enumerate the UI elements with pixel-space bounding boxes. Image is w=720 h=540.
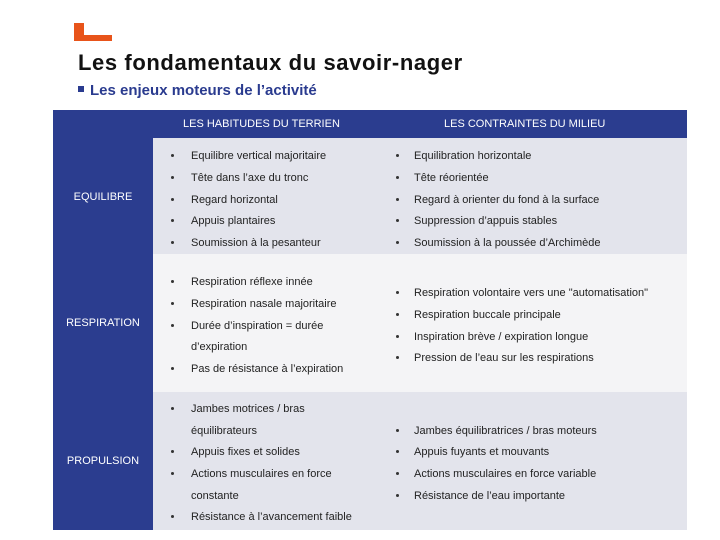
row-label-propulsion: PROPULSION [66,455,140,467]
list-item: Soumission à la pesanteur [191,237,321,249]
slide-title: Les fondamentaux du savoir-nager [78,50,463,75]
bullet-dot-icon [396,450,399,453]
list-item: Respiration buccale principale [414,309,561,321]
bullet-dot-icon [396,198,399,201]
list-item: Suppression d’appuis stables [414,215,558,227]
bullet-dot-icon [171,515,174,518]
bullet-dot-icon [396,219,399,222]
column-header-terrien: LES HABITUDES DU TERRIEN [183,118,340,130]
list-item: Appuis plantaires [191,215,276,227]
list-item: Tête dans l’axe du tronc [191,172,309,184]
bullet-dot-icon [171,280,174,283]
list-item: Regard horizontal [191,194,278,206]
bullet-dot-icon [171,450,174,453]
bullet-dot-icon [171,367,174,370]
bullet-dot-icon [171,176,174,179]
bullet-dot-icon [396,313,399,316]
list-item: Respiration réflexe innée [191,276,313,288]
list-item: Pas de résistance à l’expiration [191,363,344,375]
slide-subtitle [78,82,317,99]
bullet-dot-icon [171,219,174,222]
bullet-dot-icon [396,176,399,179]
bullet-dot-icon [396,356,399,359]
list-item: Pression de l’eau sur les respirations [414,352,594,364]
list-item: Equilibre vertical majoritaire [191,150,327,162]
list-item: Respiration nasale majoritaire [191,298,337,310]
list-item: Respiration volontaire vers une "automatisation" [414,287,649,299]
list-item-continuation: d’expiration [191,341,248,353]
list-item: Tête réorientée [414,172,489,184]
bullet-dot-icon [171,198,174,201]
list-item: Résistance de l’eau importante [414,490,566,502]
bullet-dot-icon [171,472,174,475]
list-item: Appuis fuyants et mouvants [414,446,550,458]
bullet-dot-icon [396,429,399,432]
list-item: Jambes équilibratrices / bras moteurs [414,425,597,437]
bullet-dot-icon [396,154,399,157]
list-item: Inspiration brève / expiration longue [414,331,589,343]
list-item-continuation: constante [191,490,239,502]
bullet-dot-icon [171,154,174,157]
list-item: Durée d’inspiration = durée [191,320,324,332]
bullet-dot-icon [396,472,399,475]
column-header-milieu: LES CONTRAINTES DU MILIEU [444,118,606,130]
list-item: Equilibration horizontale [414,150,532,162]
bullet-dot-icon [396,241,399,244]
bullet-dot-icon [171,241,174,244]
bullet-dot-icon [396,291,399,294]
bullet-dot-icon [171,302,174,305]
list-item-continuation: équilibrateurs [191,425,258,437]
list-item: Actions musculaires en force variable [414,468,597,480]
list-item: Soumission à la poussée d’Archimède [414,237,601,249]
list-item: Jambes motrices / bras [191,403,305,415]
bullet-dot-icon [396,494,399,497]
list-item: Actions musculaires en force [191,468,332,480]
list-item: Appuis fixes et solides [191,446,300,458]
list-item: Regard à orienter du fond à la surface [414,194,600,206]
bullet-square-icon [78,86,84,92]
list-item: Résistance à l’avancement faible [191,511,352,523]
bullet-dot-icon [171,407,174,410]
row-label-equilibre: EQUILIBRE [73,191,133,203]
bullet-dot-icon [396,335,399,338]
comparison-table [53,110,687,530]
subtitle-text: Les enjeux moteurs de l’activité [90,82,317,99]
bullet-dot-icon [171,324,174,327]
row-label-respiration: RESPIRATION [66,317,140,329]
